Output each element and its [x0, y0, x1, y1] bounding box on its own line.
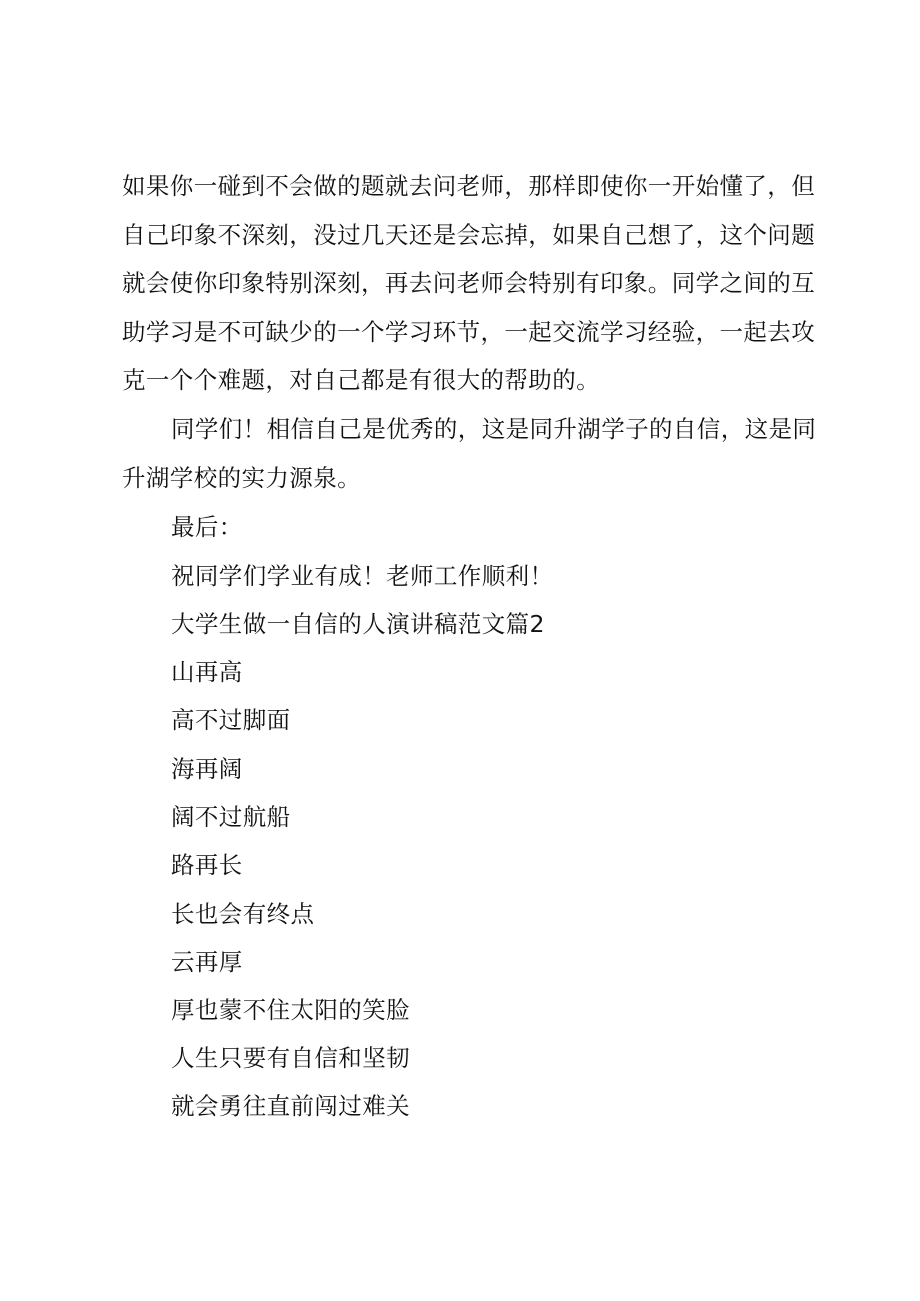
- poem-line: 路再长: [171, 851, 243, 879]
- poem-line: 高不过脚面: [171, 706, 291, 734]
- poem-line: 阔不过航船: [171, 803, 291, 831]
- poem-line: 人生只要有自信和坚韧: [171, 1044, 410, 1072]
- section-heading: 大学生做一自信的人演讲稿范文篇2: [171, 610, 545, 638]
- paragraph-confidence: 同学们！相信自己是优秀的，这是同升湖学子的自信，这是同升湖学校的实力源泉。: [122, 415, 817, 492]
- poem-line: 云再厚: [171, 948, 243, 976]
- poem-line: 厚也蒙不住太阳的笑脸: [171, 996, 410, 1024]
- poem-line: 海再阔: [171, 755, 243, 783]
- poem-line: 长也会有终点: [171, 900, 315, 928]
- poem-line: 山再高: [171, 658, 243, 686]
- text-line: 最后：: [171, 513, 243, 541]
- paragraph-study-advice: 如果你一碰到不会做的题就去问老师，那样即使你一开始懂了，但自己印象不深刻，没过几天还是会忘掉，如果自己想了，这个问题就会使你印象特别深刻，再去问老师会特别有印象。同学之间的互助学习是不可缺少的一个学习环节，一起交流学习经验，一起去攻克一个个难题，对自己都是有很大的帮助的。: [122, 172, 816, 394]
- text-line: 祝同学们学业有成！老师工作顺利！: [171, 562, 554, 590]
- poem-line: 就会勇往直前闯过难关: [171, 1092, 410, 1120]
